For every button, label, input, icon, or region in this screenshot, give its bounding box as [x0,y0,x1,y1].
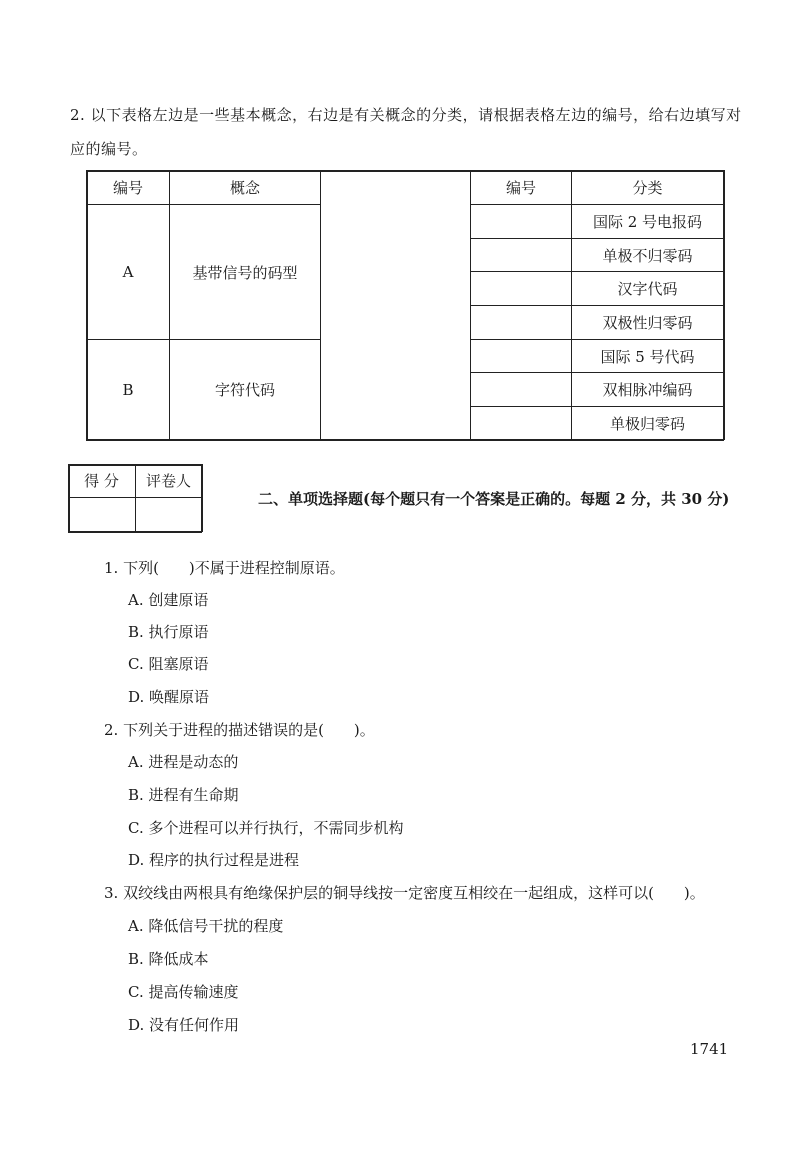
option[interactable]: C. 多个进程可以并行执行，不需同步机构 [128,819,404,837]
category-cell: 双相脉冲编码 [602,381,693,399]
answer-blank[interactable] [471,239,571,271]
score-blank[interactable] [68,498,135,531]
option[interactable]: B. 执行原语 [128,623,209,641]
page-number: 1741 [690,1040,729,1058]
matching-table [86,170,724,440]
answer-blank[interactable] [471,272,571,305]
question-stem: 1. 下列( )不属于进程控制原语。 [104,559,345,577]
row-b-id: B [122,380,134,399]
category-cell: 单极归零码 [609,414,685,433]
option[interactable]: A. 进程是动态的 [128,753,239,771]
header-concept: 概念 [229,178,260,197]
category-cell: 双极性归零码 [602,314,693,332]
option[interactable]: C. 提高传输速度 [128,983,239,1001]
header-category: 分类 [632,178,663,197]
header-id-right: 编号 [505,178,536,197]
category-cell: 国际 5 号代码 [600,347,695,366]
answer-blank[interactable] [471,205,571,238]
option[interactable]: D. 程序的执行过程是进程 [128,851,300,869]
option[interactable]: C. 阻塞原语 [128,655,209,673]
reviewer-label: 评卷人 [145,472,191,490]
question-intro: 2. 以下表格左边是一些基本概念，右边是有关概念的分类，请根据表格左边的编号，给右边填写对应的编号。 [70,106,742,158]
category-cell: 国际 2 号电报码 [592,213,703,231]
option[interactable]: B. 进程有生命期 [128,786,239,804]
score-label: 得 分 [84,472,119,490]
score-box [68,464,202,532]
answer-blank[interactable] [471,340,571,372]
option[interactable]: A. 降低信号干扰的程度 [128,917,284,935]
question-stem: 3. 双绞线由两根具有绝缘保护层的铜导线按一定密度互相绞在一起组成，这样可以( )。 [104,884,705,902]
category-cell: 汉字代码 [617,280,678,298]
section-title: 二、单项选择题(每个题只有一个答案是正确的。每题 2 分，共 30 分) [258,490,730,508]
row-a-concept: 基带信号的码型 [192,263,298,282]
category-cell: 单极不归零码 [602,246,693,265]
row-a-id: A [122,263,134,281]
option[interactable]: A. 创建原语 [128,591,209,609]
row-b-concept: 字符代码 [214,381,275,399]
answer-blank[interactable] [471,306,571,339]
question-stem: 2. 下列关于进程的描述错误的是( )。 [104,721,375,739]
answer-blank[interactable] [471,373,571,406]
reviewer-blank[interactable] [136,498,201,531]
answer-blank[interactable] [471,407,571,439]
option[interactable]: B. 降低成本 [128,950,209,968]
header-id-left: 编号 [112,178,143,197]
option[interactable]: D. 没有任何作用 [128,1016,240,1034]
option[interactable]: D. 唤醒原语 [128,688,210,706]
